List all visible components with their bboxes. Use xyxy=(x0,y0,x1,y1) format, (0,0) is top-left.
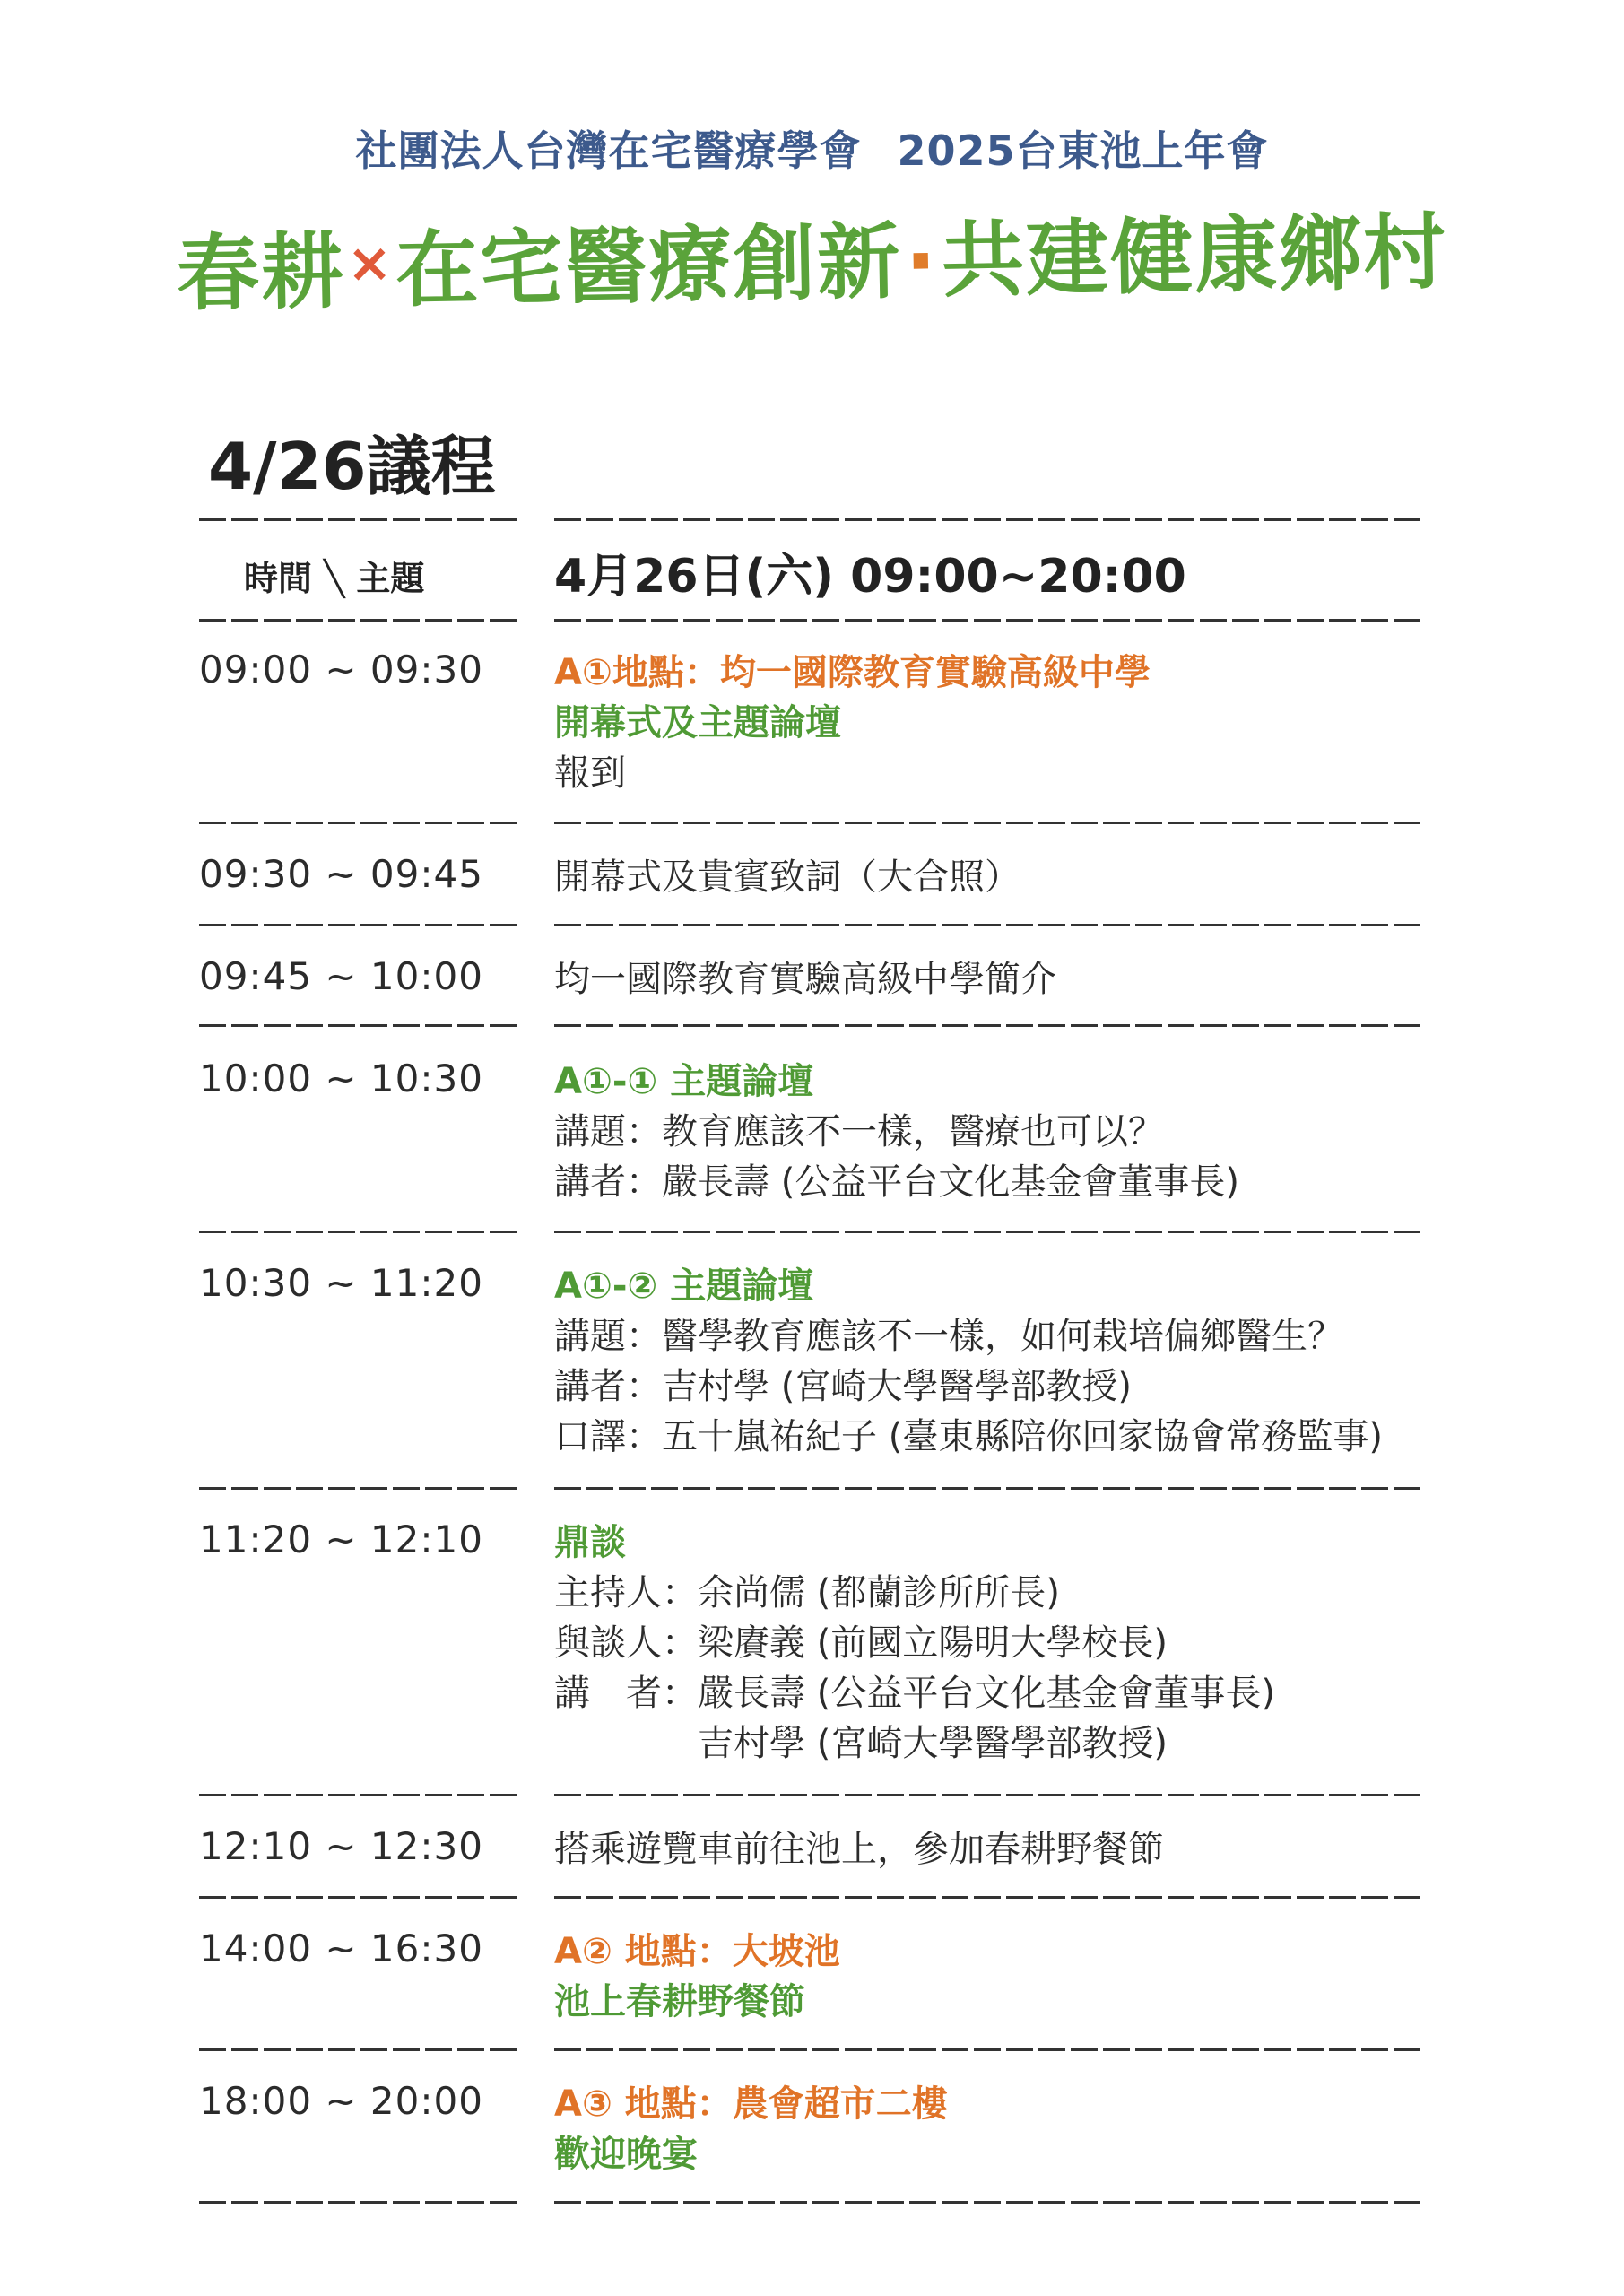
row-time: 10:30 ~ 11:20 xyxy=(199,1261,483,1305)
slogan-dot: · xyxy=(904,213,940,310)
session-title: 開幕式及主題論壇 xyxy=(554,702,841,744)
row-content xyxy=(554,1926,840,2027)
row-time: 12:10 ~ 12:30 xyxy=(199,1824,483,1868)
column-header-date: 4月26日(六) 09:00~20:00 xyxy=(554,550,1186,604)
row-content xyxy=(554,1518,1275,1769)
row-time: 09:45 ~ 10:00 xyxy=(199,954,483,998)
session-detail: 開幕式及貴賓致詞（大合照） xyxy=(554,857,1020,898)
slogan-part2: 在宅醫療創新 xyxy=(395,213,903,319)
session-detail: 口譯：五十嵐祐紀子 (臺東縣陪你回家協會常務監事) xyxy=(554,1416,1383,1457)
session-title: A①-① 主題論壇 xyxy=(554,1061,814,1102)
session-title: A①-② 主題論壇 xyxy=(554,1265,814,1307)
session-detail: 主持人：余尚儒 (都蘭診所所長) xyxy=(554,1572,1060,1613)
session-detail: 報到 xyxy=(554,752,626,794)
row-time: 11:20 ~ 12:10 xyxy=(199,1518,483,1561)
row-time: 14:00 ~ 16:30 xyxy=(199,1926,483,1970)
organizer-title xyxy=(0,118,1624,178)
row-content xyxy=(554,954,1056,1004)
row-content xyxy=(554,1057,1239,1207)
row-content xyxy=(554,852,1020,902)
slogan-x: × xyxy=(346,231,395,296)
column-header-time: 時間 ╲ 主題 xyxy=(244,559,425,598)
session-detail: 講題：醫學教育應該不一樣，如何栽培偏鄉醫生？ xyxy=(554,1316,1343,1357)
event-name: 2025台東池上年會 xyxy=(897,126,1269,175)
session-detail: 講題：教育應該不一樣，醫療也可以？ xyxy=(554,1111,1164,1152)
session-detail: 搭乘遊覽車前往池上，參加春耕野餐節 xyxy=(554,1829,1164,1870)
session-title: 鼎談 xyxy=(554,1522,626,1563)
row-time: 09:00 ~ 09:30 xyxy=(199,648,483,691)
row-content xyxy=(554,2079,948,2179)
session-detail: 講 者：嚴長壽 (公益平台文化基金會董事長) xyxy=(554,1673,1275,1714)
session-detail: 講者：嚴長壽 (公益平台文化基金會董事長) xyxy=(554,1161,1239,1203)
event-slogan xyxy=(0,183,1624,330)
row-content xyxy=(554,1261,1383,1462)
row-content xyxy=(554,1824,1164,1874)
row-time: 18:00 ~ 20:00 xyxy=(199,2079,483,2123)
venue-label: A①地點：均一國際教育實驗高級中學 xyxy=(554,652,1151,693)
row-time: 10:00 ~ 10:30 xyxy=(199,1057,483,1100)
venue-label: A② 地點：大坡池 xyxy=(554,1931,840,1972)
org-name: 社團法人台灣在宅醫療學會 xyxy=(355,126,862,175)
session-title: 歡迎晚宴 xyxy=(554,2134,698,2175)
session-detail: 講者：吉村學 (宮崎大學醫學部教授) xyxy=(554,1366,1132,1407)
session-title: 池上春耕野餐節 xyxy=(554,1981,805,2022)
agenda-title: 4/26議程 xyxy=(208,429,496,504)
slogan-part1: 春耕 xyxy=(176,223,347,323)
session-detail: 均一國際教育實驗高級中學簡介 xyxy=(554,959,1056,1000)
slogan-part3: 共建健康鄉村 xyxy=(941,204,1449,309)
session-detail: 與談人：梁賡義 (前國立陽明大學校長) xyxy=(554,1622,1168,1664)
venue-label: A③ 地點：農會超市二樓 xyxy=(554,2083,948,2125)
session-detail: 吉村學 (宮崎大學醫學部教授) xyxy=(698,1723,1168,1764)
row-time: 09:30 ~ 09:45 xyxy=(199,852,483,896)
row-content xyxy=(554,648,1151,798)
